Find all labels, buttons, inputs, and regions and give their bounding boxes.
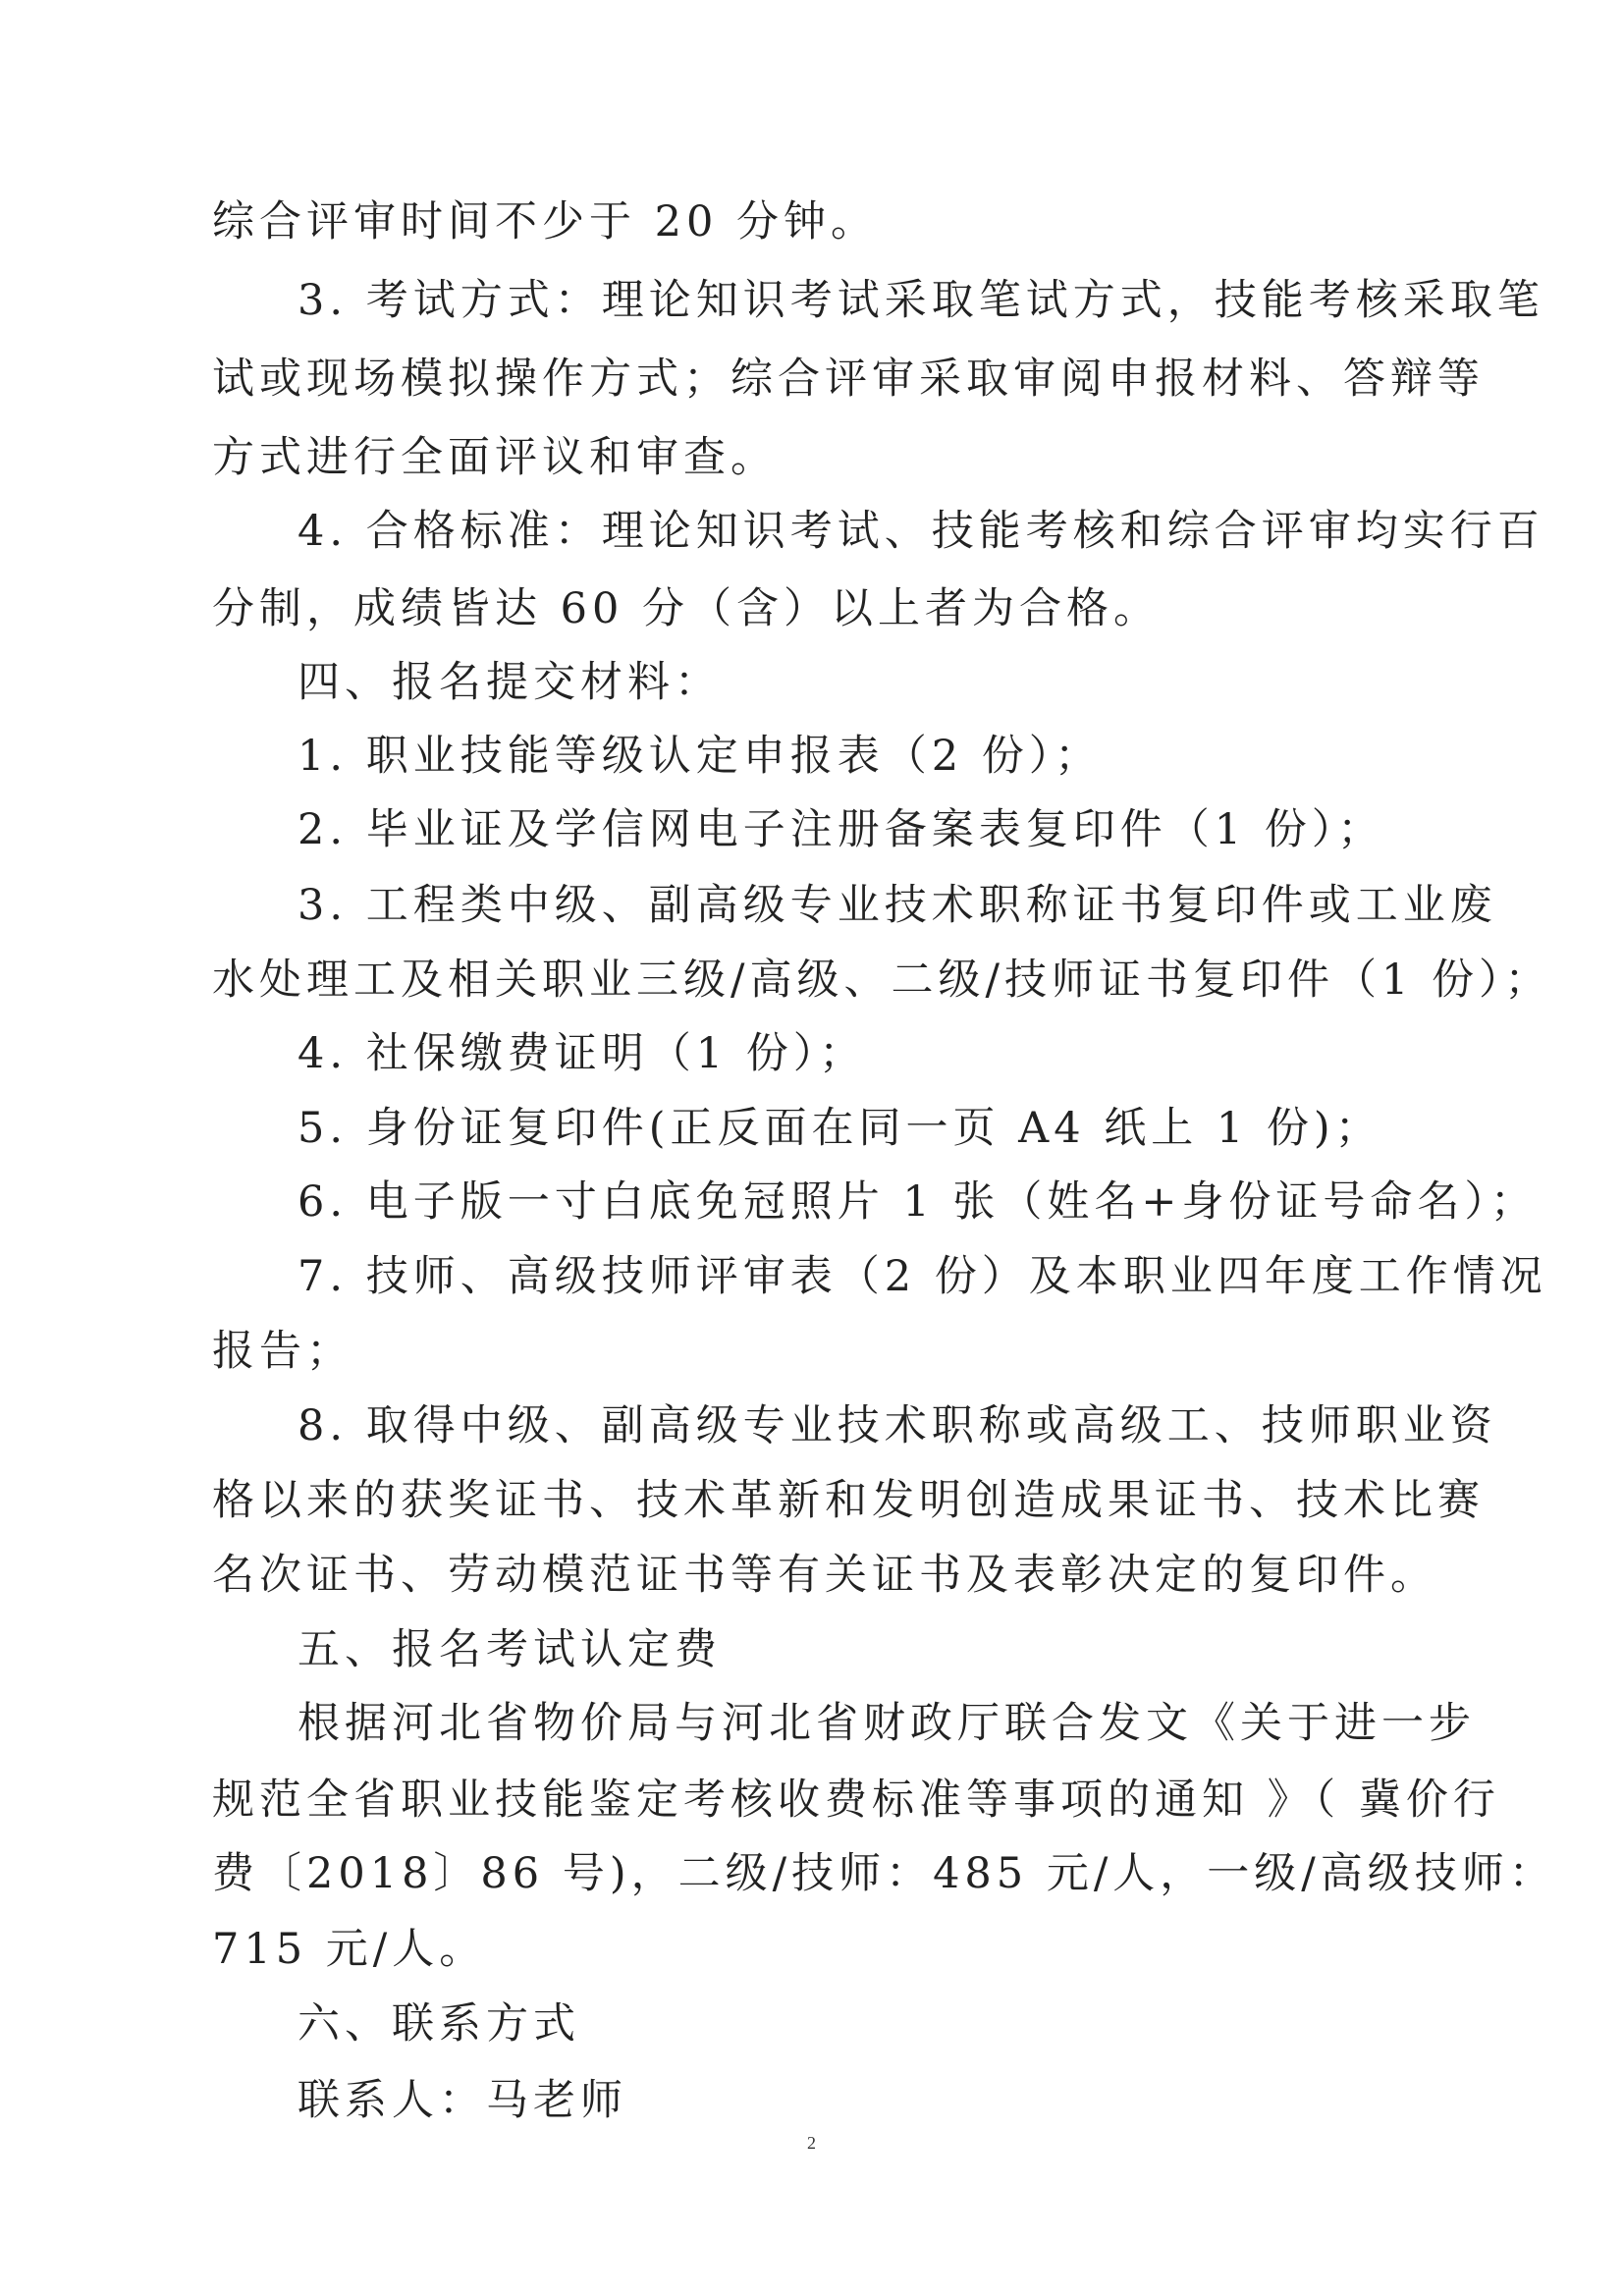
text-line-22: 规范全省职业技能鉴定考核收费标准等事项的通知 》（ 冀价行 <box>212 1776 1500 1825</box>
text-line-23: 费〔2018〕86 号)，二级/技师：485 元/人，一级/高级技师： <box>212 1849 1556 1898</box>
text-line-6: 分制，成绩皆达 60 分（含）以上者为合格。 <box>212 584 1162 633</box>
text-line-2: 3. 考试方式：理论知识考试采取笔试方式，技能考核采取笔 <box>298 276 1544 325</box>
text-line-19: 名次证书、劳动模范证书等有关证书及表彰决定的复印件。 <box>212 1551 1437 1600</box>
page-number: 2 <box>807 2133 816 2153</box>
text-line-4: 方式进行全面评议和审查。 <box>212 433 778 482</box>
text-line-11: 水处理工及相关职业三级/高级、二级/技师证书复印件（1 份）； <box>212 956 1552 1005</box>
text-line-21: 根据河北省物价局与河北省财政厅联合发文《关于进一步 <box>298 1699 1476 1748</box>
text-line-14: 6. 电子版一寸白底免冠照片 1 张（姓名+身份证号命名）； <box>298 1177 1538 1227</box>
text-line-12: 4. 社保缴费证明（1 份）； <box>298 1029 867 1078</box>
text-line-26: 联系人：马老师 <box>298 2076 627 2125</box>
text-line-25: 六、联系方式 <box>298 1999 580 2049</box>
text-line-3: 试或现场模拟操作方式；综合评审采取审阅申报材料、答辩等 <box>212 355 1485 404</box>
text-line-10: 3. 工程类中级、副高级专业技术职称证书复印件或工业废 <box>298 881 1497 930</box>
text-line-1: 综合评审时间不少于 20 分钟。 <box>212 197 879 246</box>
text-line-24: 715 元/人。 <box>212 1925 487 1974</box>
text-line-7: 四、报名提交材料： <box>298 658 722 707</box>
text-line-5: 4. 合格标准：理论知识考试、技能考核和综合评审均实行百 <box>298 507 1544 556</box>
text-line-8: 1. 职业技能等级认定申报表（2 份）； <box>298 732 1103 781</box>
text-line-16: 报告； <box>212 1327 353 1376</box>
text-line-17: 8. 取得中级、副高级专业技术职称或高级工、技师职业资 <box>298 1401 1497 1450</box>
text-line-20: 五、报名考试认定费 <box>298 1625 722 1674</box>
text-line-15: 7. 技师、高级技师评审表（2 份）及本职业四年度工作情况 <box>298 1252 1547 1301</box>
text-line-9: 2. 毕业证及学信网电子注册备案表复印件（1 份）； <box>298 805 1385 854</box>
text-line-13: 5. 身份证复印件(正反面在同一页 A4 纸上 1 份)； <box>298 1104 1382 1153</box>
text-line-18: 格以来的获奖证书、技术革新和发明创造成果证书、技术比赛 <box>212 1476 1485 1525</box>
